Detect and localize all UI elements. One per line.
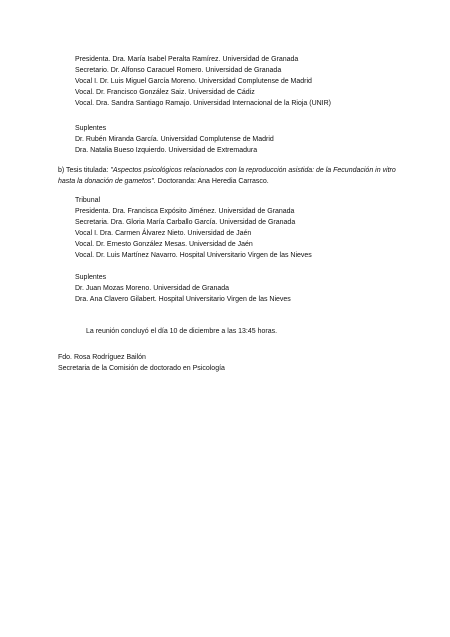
tribunal-2-list bbox=[75, 195, 312, 261]
tesis-b-text bbox=[58, 165, 398, 187]
closing-text: La reunión concluyó el día 10 de diciembre a las 13:45 horas. bbox=[86, 328, 278, 335]
suplentes-1-member: Dra. Natalia Bueso Izquierdo. Universidad de Extremadura bbox=[75, 147, 258, 154]
suplentes-2-heading: Suplentes bbox=[75, 274, 107, 281]
tribunal-1-member: Vocal. Dr. Francisco González Saiz. Universidad de Cádiz bbox=[75, 89, 255, 96]
suplentes-2-list bbox=[75, 272, 291, 305]
tribunal-2-member: Vocal I. Dra. Carmen Álvarez Nieto. Universidad de Jaén bbox=[75, 230, 252, 237]
tribunal-1-list bbox=[75, 54, 331, 109]
tribunal-2-member: Vocal. Dr. Luis Martínez Navarro. Hospital Universitario Virgen de las Nieves bbox=[75, 252, 312, 259]
suplentes-2-member: Dr. Juan Mozas Moreno. Universidad de Granada bbox=[75, 285, 230, 292]
tribunal-1-member: Vocal. Dra. Sandra Santiago Ramajo. Universidad Internacional de la Rioja (UNIR) bbox=[75, 100, 332, 107]
closing-statement bbox=[86, 326, 277, 337]
tribunal-1-member: Presidenta. Dra. María Isabel Peralta Ramírez. Universidad de Granada bbox=[75, 56, 299, 63]
tribunal-2-member: Presidenta. Dra. Francisca Expósito Jiménez. Universidad de Granada bbox=[75, 208, 295, 215]
tesis-b-paragraph bbox=[58, 165, 398, 187]
tribunal-1-member: Secretario. Dr. Alfonso Caracuel Romero. Universidad de Granada bbox=[75, 67, 282, 74]
suplentes-1-list bbox=[75, 123, 274, 156]
tribunal-2-heading: Tribunal bbox=[75, 197, 101, 204]
signature-role: Secretaria de la Comisión de doctorado en Psicología bbox=[58, 365, 225, 372]
tesis-b-prefix: b) Tesis titulada: bbox=[58, 167, 111, 174]
tribunal-2-member: Vocal. Dr. Ernesto González Mesas. Universidad de Jaén bbox=[75, 241, 253, 248]
signature-name: Fdo. Rosa Rodríguez Bailón bbox=[58, 354, 146, 361]
tesis-b-doctoranda: Doctoranda: Ana Heredia Carrasco. bbox=[155, 178, 269, 185]
tribunal-1-member: Vocal I. Dr. Luis Miguel García Moreno. Universidad Complutense de Madrid bbox=[75, 78, 312, 85]
suplentes-1-member: Dr. Rubén Miranda García. Universidad Complutense de Madrid bbox=[75, 136, 274, 143]
tribunal-2-member: Secretaria. Dra. Gloria María Carballo García. Universidad de Granada bbox=[75, 219, 296, 226]
tesis-b-title: "Aspectos psicológicos relacionados con la reproducción asistida: de la Fecundación in vitro hasta la donación de gametos". bbox=[58, 167, 396, 185]
signature-block bbox=[58, 352, 225, 374]
suplentes-1-heading: Suplentes bbox=[75, 125, 107, 132]
suplentes-2-member: Dra. Ana Clavero Gilabert. Hospital Universitario Virgen de las Nieves bbox=[75, 296, 291, 303]
